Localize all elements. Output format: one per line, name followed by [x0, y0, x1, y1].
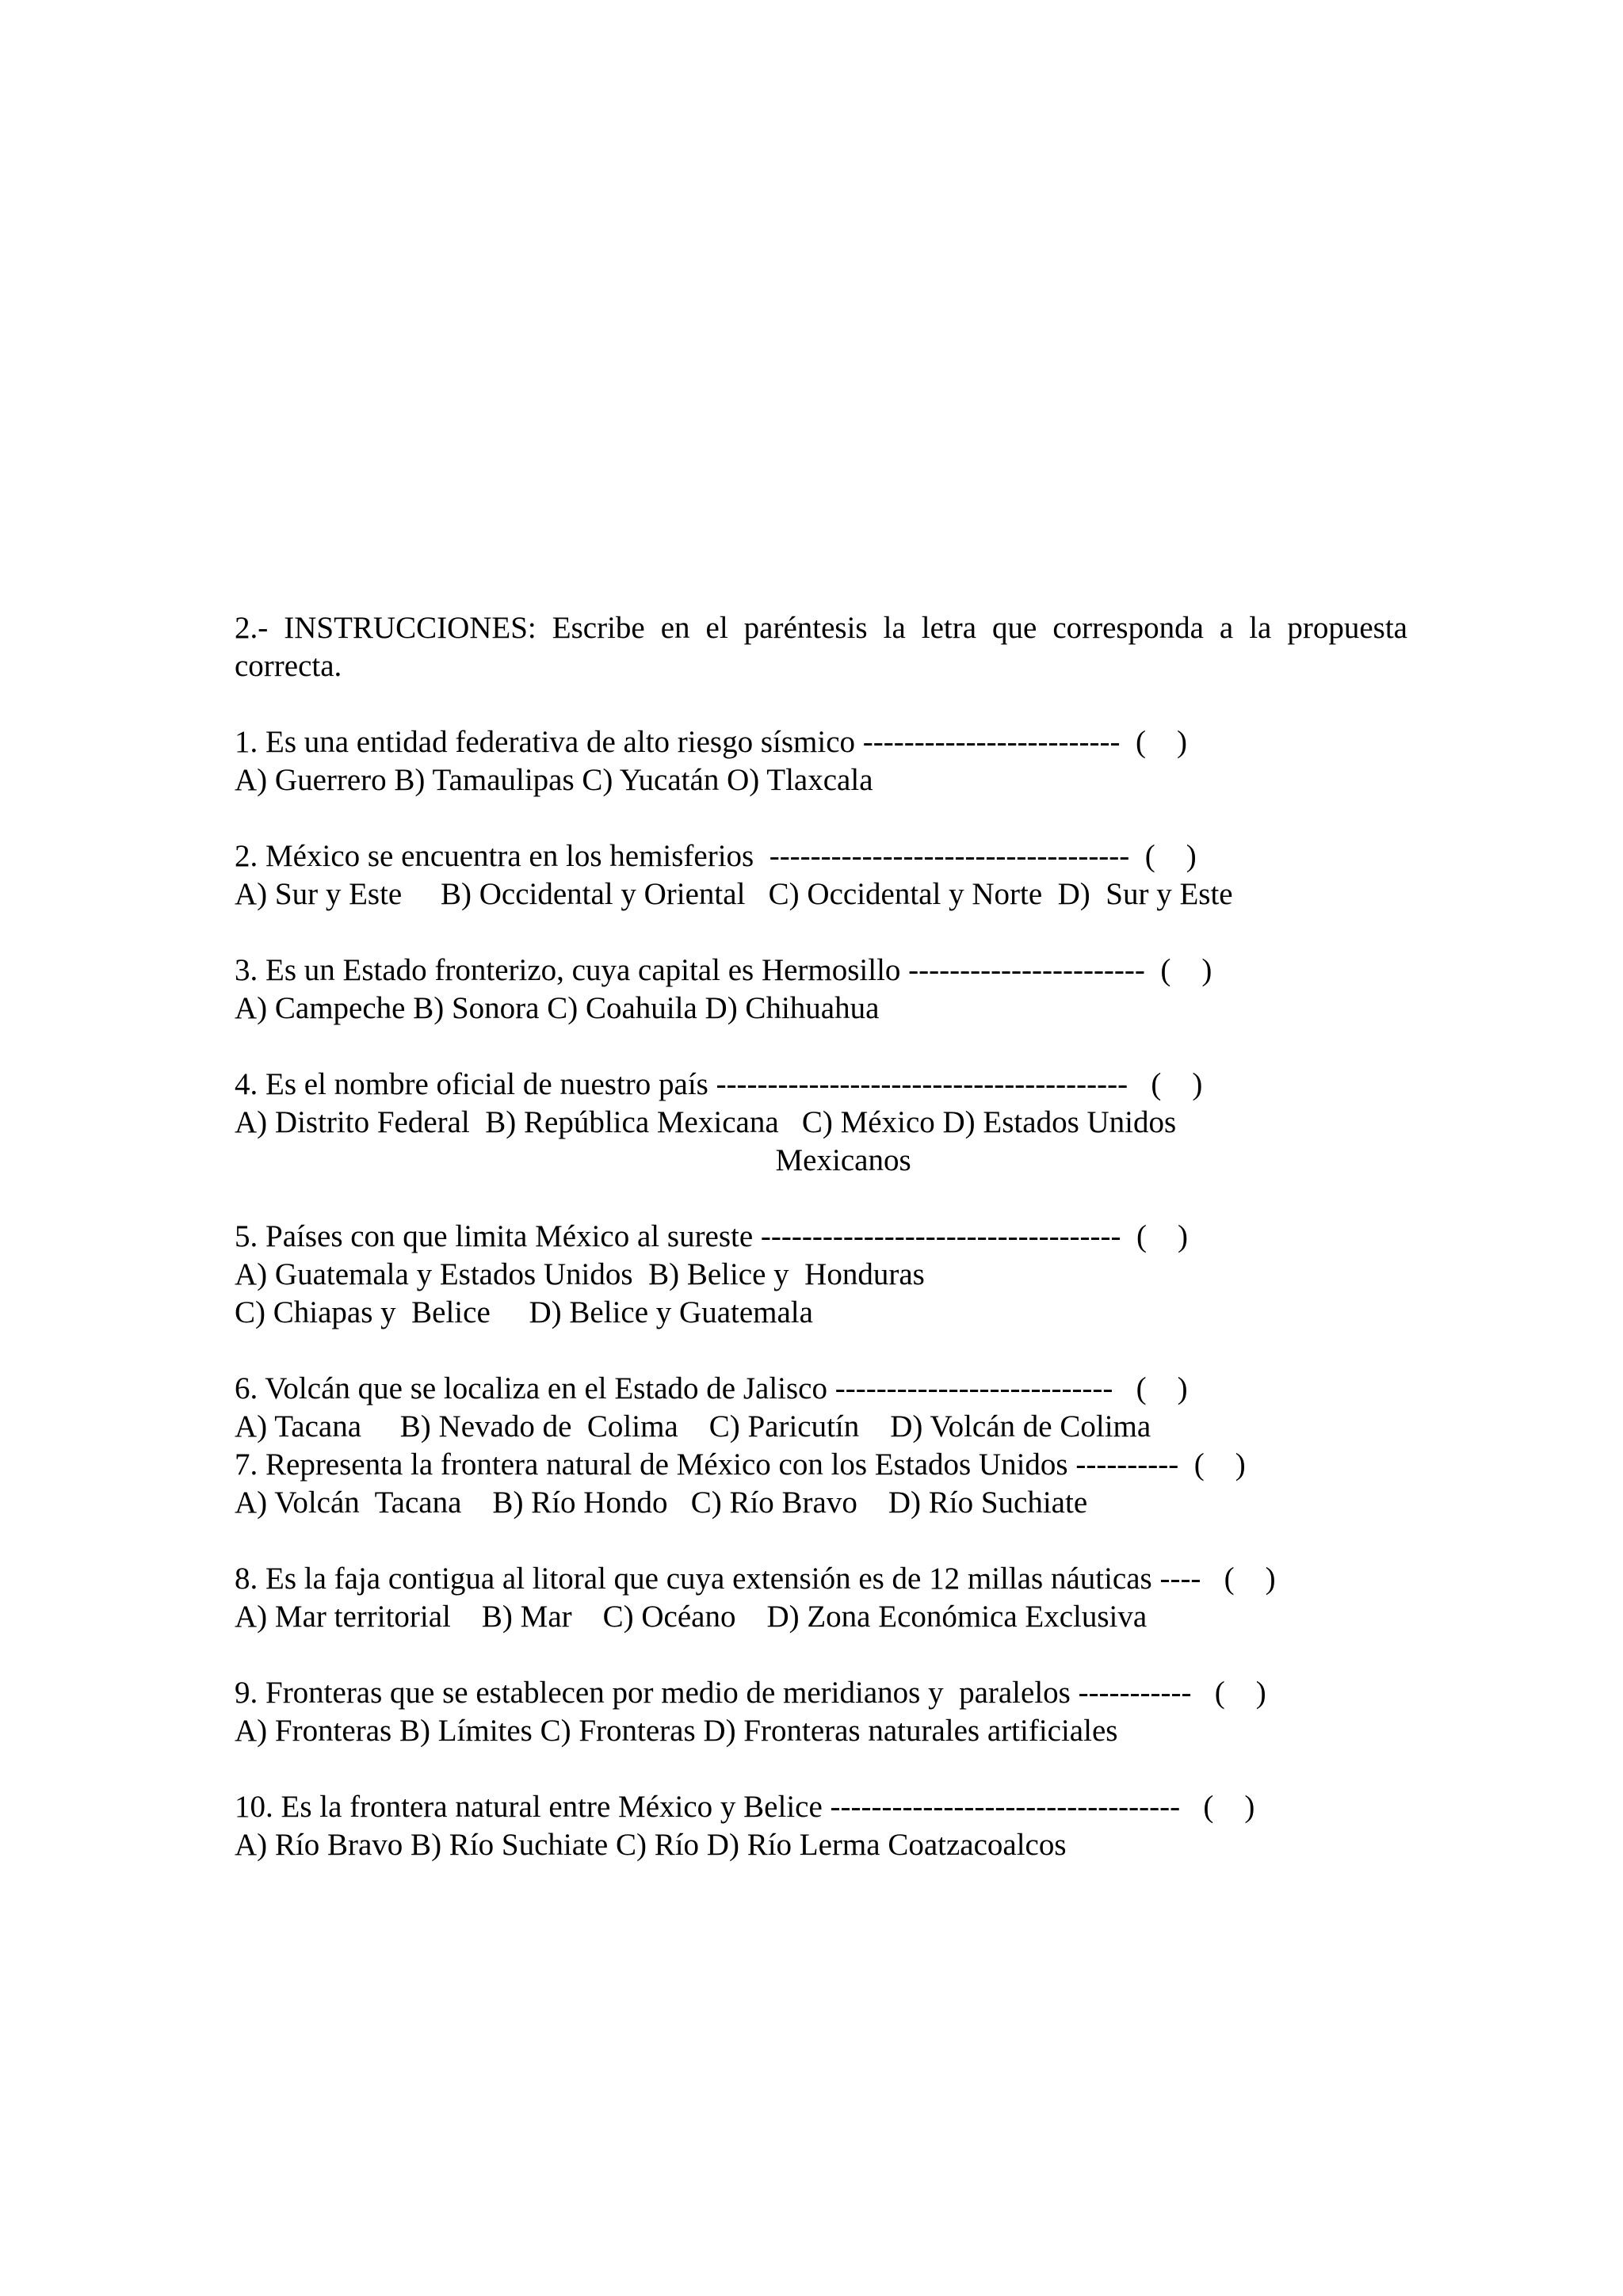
- answer-parenthesis-4: ( ): [1151, 1067, 1203, 1101]
- spacer: [235, 1028, 1407, 1066]
- question-3-text: 3. Es un Estado fronterizo, cuya capital es Hermosillo -----------------------: [235, 953, 1161, 987]
- spacer: [235, 1332, 1407, 1370]
- instructions-text: 2.- INSTRUCCIONES: Escribe en el paréntesis la letra que corresponda a la propuesta correcta.: [235, 611, 1407, 683]
- question-7-text: 7. Representa la frontera natural de México con los Estados Unidos ----------: [235, 1447, 1194, 1482]
- answer-parenthesis-2: ( ): [1144, 839, 1197, 873]
- question-8-text: 8. Es la faja contigua al litoral que cuya extensión es de 12 millas náuticas ----: [235, 1562, 1224, 1596]
- question-5-options: A) Guatemala y Estados Unidos B) Belice y Honduras: [235, 1257, 925, 1291]
- question-5-text: 5. Países con que limita México al sureste -----------------------------------: [235, 1219, 1136, 1253]
- question-1-options: A) Guerrero B) Tamaulipas C) Yucatán O) Tlaxcala: [235, 763, 873, 797]
- question-7-options: A) Volcán Tacana B) Río Hondo C) Río Bravo D) Río Suchiate: [235, 1486, 1088, 1520]
- question-9-options: A) Fronteras B) Límites C) Fronteras D) Fronteras naturales artificiales: [235, 1714, 1118, 1748]
- spacer: [235, 1180, 1407, 1218]
- question-6-options: A) Tacana B) Nevado de Colima C) Paricutín D) Volcán de Colima: [235, 1409, 1151, 1444]
- question-6: [235, 1370, 1407, 1408]
- answer-parenthesis-9: ( ): [1214, 1676, 1266, 1710]
- spacer: [235, 1522, 1407, 1560]
- question-2-options: A) Sur y Este B) Occidental y Oriental C) Occidental y Norte D) Sur y Este: [235, 877, 1233, 911]
- question-4-text: 4. Es el nombre oficial de nuestro país ----------------------------------------: [235, 1067, 1151, 1101]
- question-9-text: 9. Fronteras que se establecen por medio de meridianos y paralelos -----------: [235, 1676, 1215, 1710]
- question-8: [235, 1560, 1407, 1598]
- question-5: [235, 1218, 1407, 1256]
- question-6-text: 6. Volcán que se localiza en el Estado de Jalisco ---------------------------: [235, 1371, 1136, 1405]
- question-2: [235, 837, 1407, 875]
- question-10-text: 10. Es la frontera natural entre México y Belice ----------------------------------: [235, 1790, 1204, 1824]
- question-7: [235, 1446, 1407, 1484]
- question-4-options: A) Distrito Federal B) República Mexicana C) México D) Estados Unidos: [235, 1105, 1177, 1139]
- spacer: [235, 685, 1407, 723]
- question-8-options: A) Mar territorial B) Mar C) Océano D) Zona Económica Exclusiva: [235, 1600, 1148, 1634]
- question-4-options-continued: Mexicanos: [235, 1143, 911, 1177]
- spacer: [235, 913, 1407, 952]
- answer-parenthesis-6: ( ): [1136, 1371, 1188, 1405]
- answer-parenthesis-7: ( ): [1193, 1447, 1246, 1482]
- spacer: [235, 1636, 1407, 1674]
- exam-content: [235, 609, 1407, 1864]
- question-5-options-continued: C) Chiapas y Belice D) Belice y Guatemala: [235, 1295, 813, 1329]
- answer-parenthesis-10: ( ): [1203, 1790, 1255, 1824]
- answer-parenthesis-3: ( ): [1160, 953, 1212, 987]
- question-9: [235, 1674, 1407, 1712]
- question-1-text: 1. Es una entidad federativa de alto riesgo sísmico -------------------------: [235, 725, 1136, 759]
- question-4: [235, 1066, 1407, 1104]
- answer-parenthesis-8: ( ): [1224, 1562, 1276, 1596]
- question-1: [235, 723, 1407, 761]
- question-10-options: A) Río Bravo B) Río Suchiate C) Río D) Río Lerma Coatzacoalcos: [235, 1828, 1067, 1862]
- question-3: [235, 952, 1407, 990]
- answer-parenthesis-1: ( ): [1135, 725, 1187, 759]
- question-3-options: A) Campeche B) Sonora C) Coahuila D) Chihuahua: [235, 991, 880, 1025]
- question-10: [235, 1788, 1407, 1826]
- spacer: [235, 1750, 1407, 1788]
- spacer: [235, 799, 1407, 837]
- question-2-text: 2. México se encuentra en los hemisferios -----------------------------------: [235, 839, 1145, 873]
- answer-parenthesis-5: ( ): [1136, 1219, 1188, 1253]
